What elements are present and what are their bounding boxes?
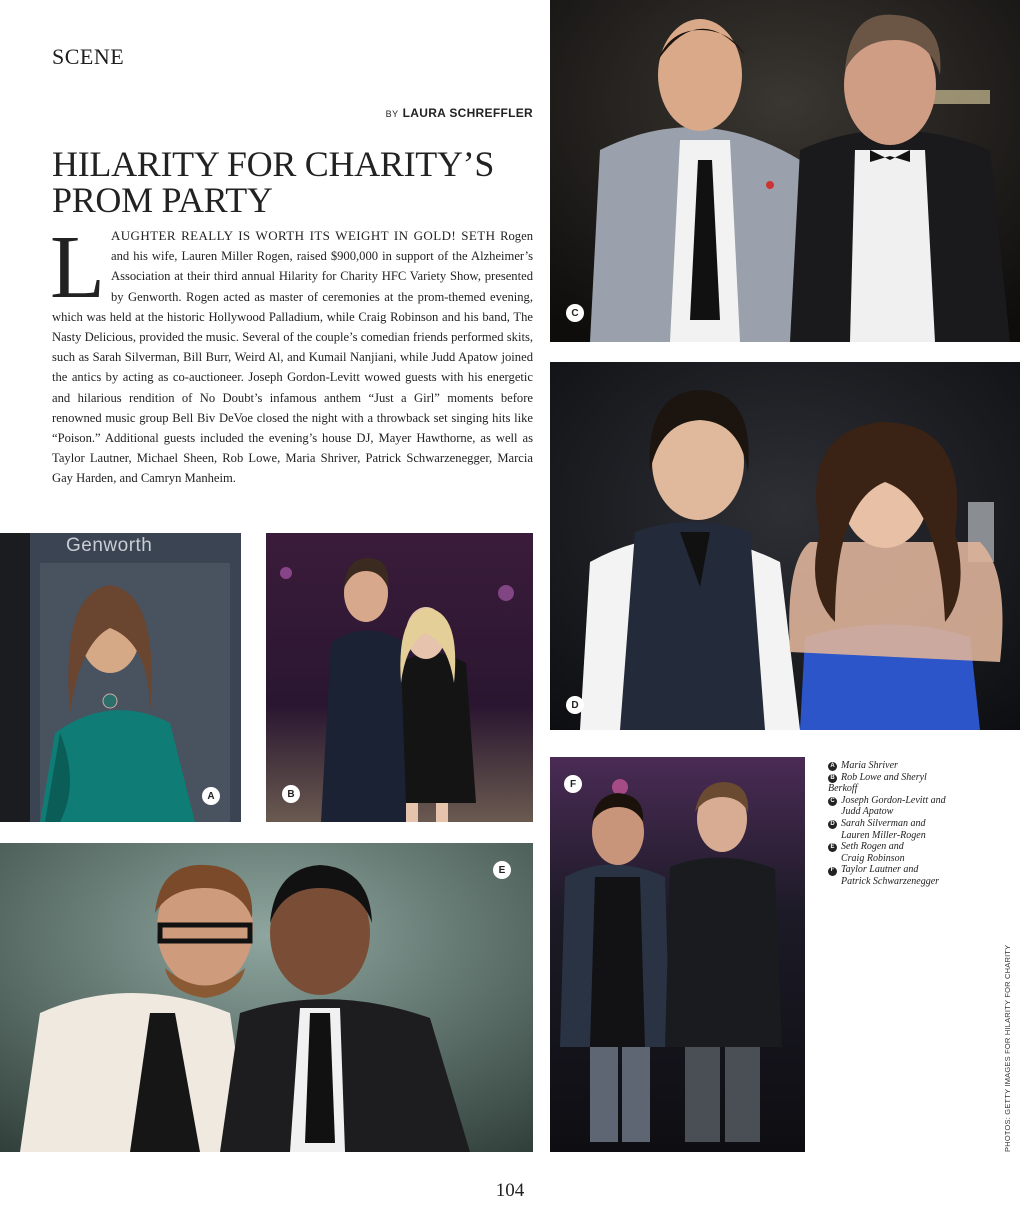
caption-text: Sarah Silverman and — [841, 817, 926, 829]
headline-line-1: HILARITY FOR CHARITY’S — [52, 144, 495, 184]
photo-credit: PHOTOS: GETTY IMAGES FOR HILARITY FOR CHARITY — [1003, 944, 1012, 1152]
photo-a-image — [0, 533, 241, 822]
article-text: Rogen and his wife, Lauren Miller Rogen, raised $900,000 in support of the Alzheimer’s Association at their third annual Hilarity for Charity HFC Variety Show, presented by Genworth. Rogen acted as master of ceremonies at the prom-themed evening, which was held at the historic Hollywood Palladium, while Craig Robinson and his band, The Nasty Delicious, provided the music. Several of the couple’s comedian friends performed skits, such as Sarah Silverman, Bill Burr, Weird Al, and Kumail Nanjiani, while Judd Apatow joined the antics by acting as co-auctioneer. Joseph Gordon-Levitt wowed guests with his energetic and hilarious rendition of No Doubt’s infamous anthem “Just a Girl” moments before renowned music group Bell Biv DeVoe closed the night with a throwback set singing hits like “Poison.” Additional guests included the evening’s house DJ, Mayer Hawthorne, as well as Taylor Lautner, Michael Sheen, Rob Lowe, Maria Shriver, Patrick Schwarzenegger, Marcia Gay Harden, and Camryn Manheim. — [52, 229, 533, 486]
caption-key: C — [828, 797, 837, 806]
photo-captions — [828, 760, 968, 888]
headline — [52, 146, 542, 218]
byline-author: LAURA SCHREFFLER — [402, 106, 533, 120]
photo-d-tag: D — [566, 696, 584, 714]
photo-b-tag: B — [282, 785, 300, 803]
photo-b — [266, 533, 533, 822]
byline-prefix: BY — [385, 109, 399, 119]
photo-e — [0, 843, 533, 1152]
photo-a — [0, 533, 241, 822]
photo-d-image — [550, 362, 1020, 730]
photo-c-tag: C — [566, 304, 584, 322]
photo-d — [550, 362, 1020, 730]
caption-text-cont: Berkoff — [828, 783, 858, 795]
page-number: 104 — [495, 1180, 525, 1201]
caption-text: Taylor Lautner and — [841, 864, 919, 876]
caption-text-cont: Judd Apatow — [841, 806, 894, 818]
caption-text-cont: Patrick Schwarzenegger — [841, 875, 940, 887]
caption-a — [828, 760, 968, 772]
photo-f-image — [550, 757, 805, 1152]
caption-text: Joseph Gordon-Levitt and — [841, 794, 946, 806]
caption-key: B — [828, 774, 837, 783]
caption-text: Seth Rogen and — [841, 841, 904, 853]
caption-key: F — [828, 867, 837, 876]
caption-key: E — [828, 843, 837, 852]
photo-b-image — [266, 533, 533, 822]
photo-a-tag: A — [202, 787, 220, 805]
section-label: SCENE — [52, 44, 125, 69]
headline-line-2: PROM PARTY — [52, 180, 273, 220]
caption-c — [828, 795, 968, 818]
genworth-sign: Genworth — [66, 535, 153, 556]
caption-text-cont: Lauren Miller-Rogen — [841, 829, 926, 841]
caption-text: Rob Lowe and Sheryl — [841, 771, 927, 783]
photo-c — [550, 0, 1020, 342]
caption-b — [828, 772, 968, 795]
caption-key: D — [828, 820, 837, 829]
caption-key: A — [828, 762, 837, 771]
caption-f — [828, 864, 968, 887]
photo-f — [550, 757, 805, 1152]
article-lead-in: AUGHTER REALLY IS WORTH ITS WEIGHT IN GOLD! SETH — [110, 228, 496, 243]
byline — [386, 106, 533, 120]
caption-text: Maria Shriver — [841, 760, 898, 771]
caption-text-cont: Craig Robinson — [841, 852, 905, 864]
photo-f-tag: F — [564, 775, 582, 793]
photo-e-image — [0, 843, 533, 1152]
caption-d — [828, 818, 968, 841]
photo-e-tag: E — [493, 861, 511, 879]
drop-cap: L — [50, 218, 105, 317]
article-body — [50, 218, 533, 489]
photo-c-image — [550, 0, 1020, 342]
caption-e — [828, 841, 968, 864]
